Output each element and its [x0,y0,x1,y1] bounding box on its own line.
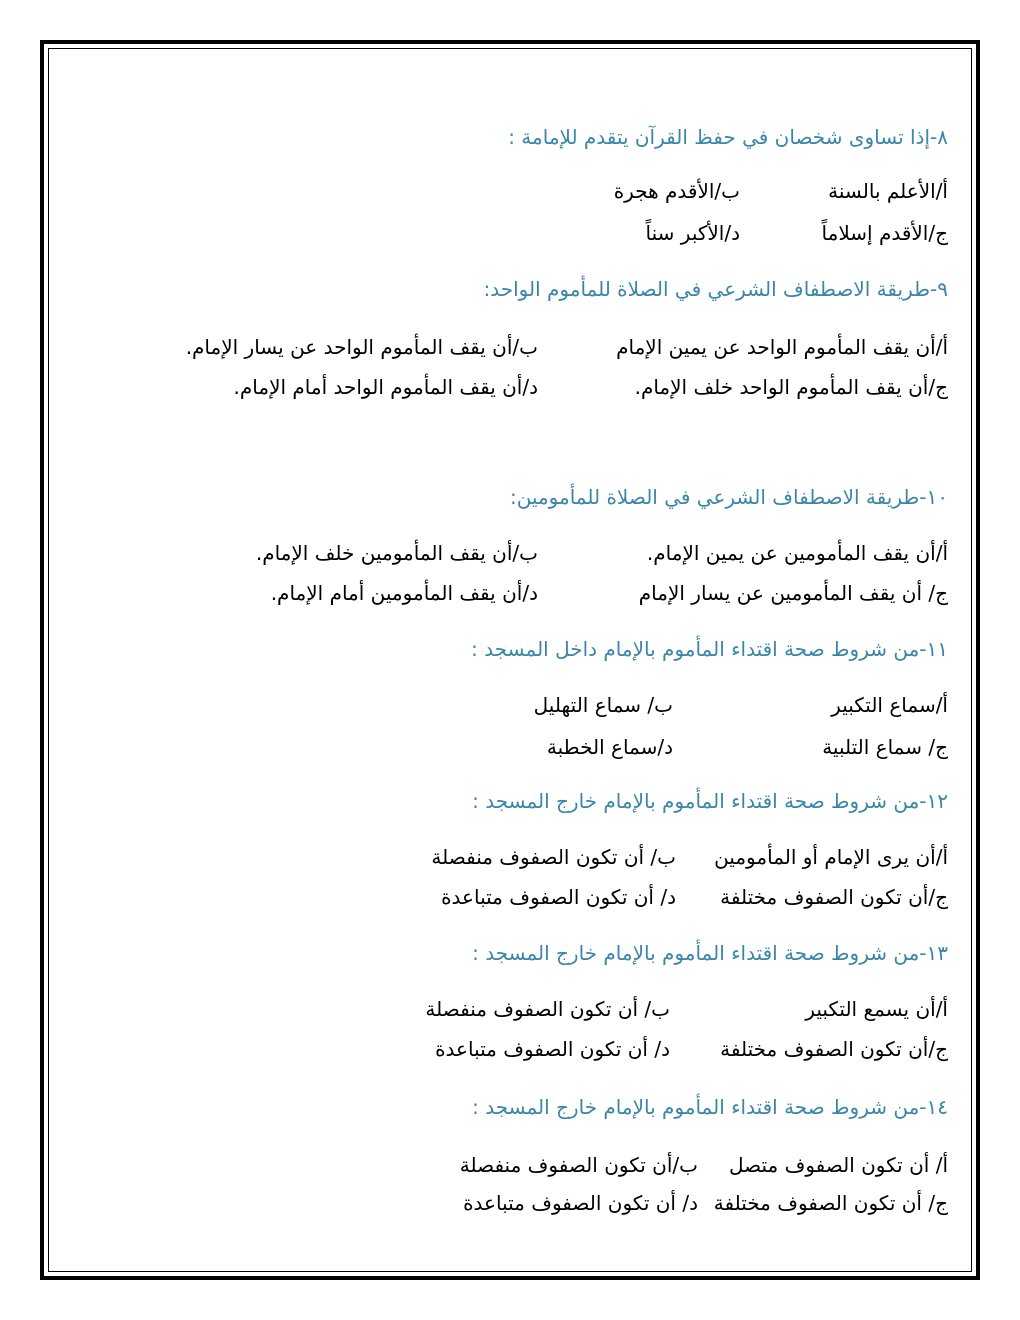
question-10-option-c[interactable]: ج/ أن يقف المأمومين عن يسار الإمام [638,581,948,605]
question-8-option-c[interactable]: ج/الأقدم إسلاماً [821,221,948,245]
question-11-option-b[interactable]: ب/ سماع التهليل [533,693,673,717]
question-13-row-1 [425,996,948,1022]
question-11-option-a[interactable]: أ/سماع التكبير [831,693,948,717]
question-13-title: ١٣-من شروط صحة اقتداء المأموم بالإمام خارج المسجد : [472,941,948,965]
question-10-option-a[interactable]: أ/أن يقف المأمومين عن يمين الإمام. [646,541,948,565]
question-8-row-1 [614,178,948,204]
question-9-option-b[interactable]: ب/أن يقف المأموم الواحد عن يسار الإمام. [185,335,538,359]
question-14-option-c[interactable]: ج/ أن تكون الصفوف مختلفة [713,1191,948,1215]
question-12-option-a[interactable]: أ/أن يرى الإمام أو المأمومين [714,845,948,869]
question-12-row-1 [431,844,948,870]
question-14-title: ١٤-من شروط صحة اقتداء المأموم بالإمام خارج المسجد : [472,1095,948,1119]
question-8-option-b[interactable]: ب/الأقدم هجرة [613,179,740,203]
question-12-option-c[interactable]: ج/أن تكون الصفوف مختلفة [720,885,948,909]
question-9-option-d[interactable]: د/أن يقف المأموم الواحد أمام الإمام. [233,375,538,399]
question-9-option-c[interactable]: ج/أن يقف المأموم الواحد خلف الإمام. [634,375,948,399]
question-8-row-2 [646,220,948,246]
question-11-row-1 [534,692,948,718]
question-13-option-b[interactable]: ب/ أن تكون الصفوف منفصلة [425,997,670,1021]
question-8-title: ٨-إذا تساوى شخصان في حفظ القرآن يتقدم للإمامة : [508,125,948,149]
question-14-option-d[interactable]: د/ أن تكون الصفوف متباعدة [463,1191,698,1215]
question-9-row-1 [186,334,948,360]
question-9-row-2 [234,374,948,400]
question-13-option-a[interactable]: أ/أن يسمع التكبير [805,997,948,1021]
question-8-option-a[interactable]: أ/الأعلم بالسنة [828,179,948,203]
question-9-option-a[interactable]: أ/أن يقف المأموم الواحد عن يمين الإمام [616,335,948,359]
question-12-row-2 [441,884,948,910]
question-12-option-b[interactable]: ب/ أن تكون الصفوف منفصلة [431,845,676,869]
question-14-row-1 [460,1152,948,1178]
question-11-title: ١١-من شروط صحة اقتداء المأموم بالإمام داخل المسجد : [471,637,948,661]
question-11-row-2 [547,734,948,760]
question-14-row-2 [463,1190,948,1216]
question-10-option-d[interactable]: د/أن يقف المأمومين أمام الإمام. [270,581,538,605]
question-13-row-2 [435,1036,948,1062]
question-10-title: ١٠-طريقة الاصطفاف الشرعي في الصلاة للمأمومين: [509,485,948,509]
question-8-option-d[interactable]: د/الأكبر سناً [645,221,740,245]
question-11-option-c[interactable]: ج/ سماع التلبية [822,735,948,759]
question-10-option-b[interactable]: ب/أن يقف المأمومين خلف الإمام. [255,541,538,565]
question-10-row-1 [256,540,948,566]
question-11-option-d[interactable]: د/سماع الخطبة [546,735,673,759]
question-12-title: ١٢-من شروط صحة اقتداء المأموم بالإمام خارج المسجد : [472,789,948,813]
question-13-option-d[interactable]: د/ أن تكون الصفوف متباعدة [435,1037,670,1061]
question-13-option-c[interactable]: ج/أن تكون الصفوف مختلفة [720,1037,948,1061]
question-9-title: ٩-طريقة الاصطفاف الشرعي في الصلاة للمأموم الواحد: [483,277,948,301]
question-14-option-a[interactable]: أ/ أن تكون الصفوف متصل [728,1153,948,1177]
question-10-row-2 [271,580,948,606]
question-12-option-d[interactable]: د/ أن تكون الصفوف متباعدة [441,885,676,909]
question-14-option-b[interactable]: ب/أن تكون الصفوف منفصلة [459,1153,698,1177]
